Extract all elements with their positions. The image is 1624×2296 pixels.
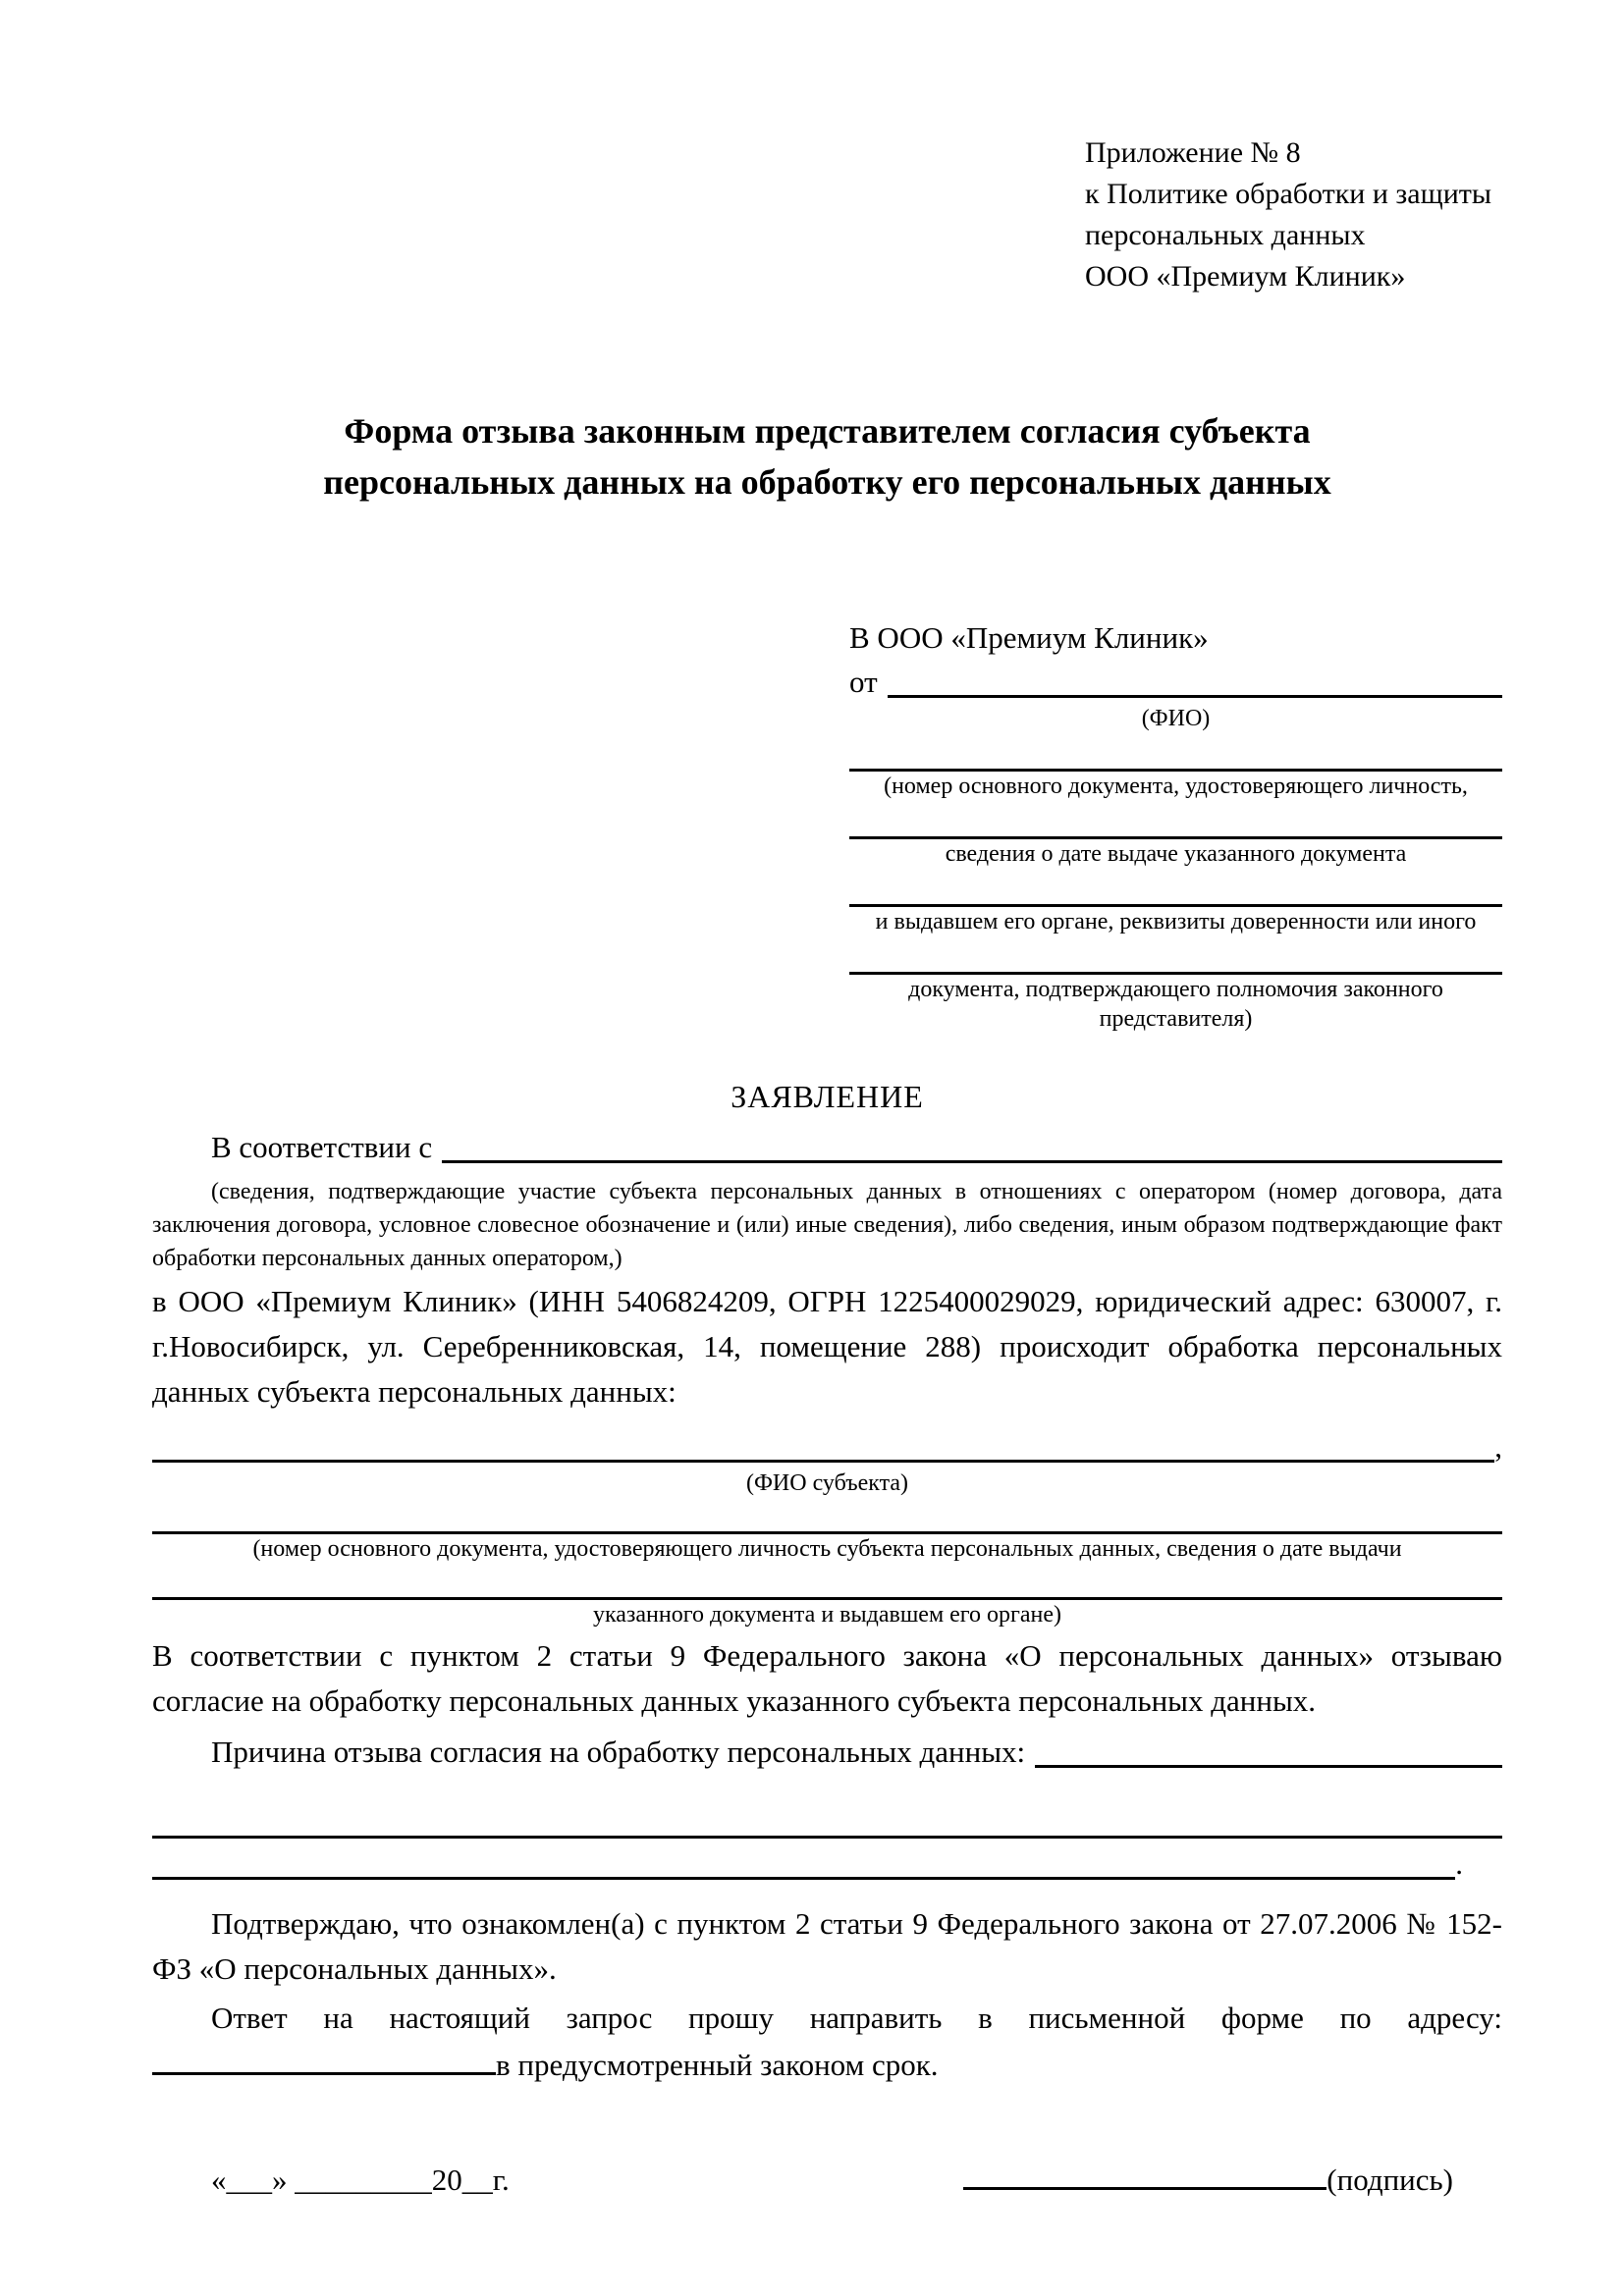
accordance-blank-line <box>442 1160 1502 1163</box>
reason-blank-row-2 <box>152 1844 1502 1886</box>
trailing-comma: , <box>1494 1429 1502 1464</box>
field-caption: документа, подтверждающего полномочия законного представителя) <box>908 977 1443 1032</box>
accordance-label: В соответствии с <box>211 1130 433 1164</box>
accordance-row <box>152 1125 1502 1169</box>
reason-label: Причина отзыва согласия на обработку персональных данных: <box>211 1735 1026 1769</box>
signature-caption: (подпись) <box>1326 2163 1453 2197</box>
appendix-line: к Политике обработки и защиты <box>1085 178 1492 210</box>
signature-area <box>963 2158 1453 2202</box>
appendix-line: Приложение № 8 <box>1085 136 1301 169</box>
addressee-organization: В ООО «Премиум Клиник» <box>849 620 1209 655</box>
document-title-line: персональных данных на обработку его персональных данных <box>323 462 1331 502</box>
subject-document-caption-2: указанного документа и выдавшем его органе) <box>592 1602 1062 1628</box>
subject-document-caption: (номер основного документа, удостоверяющего личность субъекта персональных данных, сведения о дате выдачи <box>252 1536 1402 1562</box>
field-caption: сведения о дате выдаче указанного документа <box>945 841 1407 867</box>
reason-blank-line <box>1035 1765 1502 1768</box>
subject-fio-blank-line <box>152 1460 1494 1463</box>
address-blank-line <box>152 2072 496 2075</box>
reply-address-row <box>152 2043 1502 2087</box>
subject-fio-caption: (ФИО субъекта) <box>745 1470 909 1496</box>
appendix-line: персональных данных <box>1085 219 1366 251</box>
appendix-line: ООО «Премиум Клиник» <box>1085 260 1406 293</box>
date-blank: «___» _________20__г. <box>211 2163 510 2197</box>
field-caption: (номер основного документа, удостоверяющего личность, <box>884 774 1468 799</box>
document-number-field <box>849 769 1502 801</box>
statement-heading: ЗАЯВЛЕНИЕ <box>731 1079 924 1114</box>
fio-blank-line <box>888 695 1502 698</box>
confirm-paragraph: Подтверждаю, что ознакомлен(а) с пунктом 2 статьи 9 Федерального закона от 27.07.2006 № 152-ФЗ «О персональных данных». <box>152 1906 1502 1986</box>
document-title <box>152 405 1502 507</box>
reply-tail: в предусмотренный законом срок. <box>496 2048 939 2082</box>
issue-date-field <box>849 836 1502 869</box>
reason-row <box>152 1730 1502 1774</box>
authority-document-field <box>849 972 1502 1034</box>
operator-paragraph: в ООО «Премиум Клиник» (ИНН 5406824209, ОГРН 1225400029029, юридический адрес: 630007, г. г.Новосибирск, ул. Серебренниковская, 14, помещение 288) происходит обработка персональных данных субъекта персональных данных: <box>152 1284 1502 1409</box>
addressee-block <box>849 615 1502 1034</box>
reply-paragraph: Ответ на настоящий запрос прошу направить в письменной форме по адресу: <box>211 2001 1502 2035</box>
accordance-note: (сведения, подтверждающие участие субъекта персональных данных в отношениях с оператором (номер договора, дата заключения договора, условное словесное обозначение и (или) иные сведения), либо сведения, иным образом подтверждающие факт обработки персональных данных оператором,) <box>152 1179 1502 1271</box>
withdraw-paragraph: В соответствии с пунктом 2 статьи 9 Федерального закона «О персональных данных» отзываю согласие на обработку персональных данных указанного субъекта персональных данных. <box>152 1638 1502 1718</box>
from-label: от <box>849 665 878 699</box>
blank-line <box>152 1877 1455 1880</box>
field-caption: и выдавшем его органе, реквизиты доверенности или иного <box>875 909 1477 934</box>
subject-fio-row <box>152 1424 1502 1468</box>
trailing-period: . <box>1455 1846 1463 1881</box>
appendix-reference <box>1085 133 1502 297</box>
blank-line <box>152 1836 1502 1839</box>
document-title-line: Форма отзыва законным представителем согласия субъекта <box>344 411 1311 451</box>
issuing-authority-field <box>849 904 1502 936</box>
from-row <box>849 660 1502 704</box>
fio-caption: (ФИО) <box>1141 706 1211 731</box>
reason-blank-row <box>152 1803 1502 1844</box>
signature-blank-line <box>963 2187 1326 2190</box>
signature-footer <box>152 2158 1502 2202</box>
